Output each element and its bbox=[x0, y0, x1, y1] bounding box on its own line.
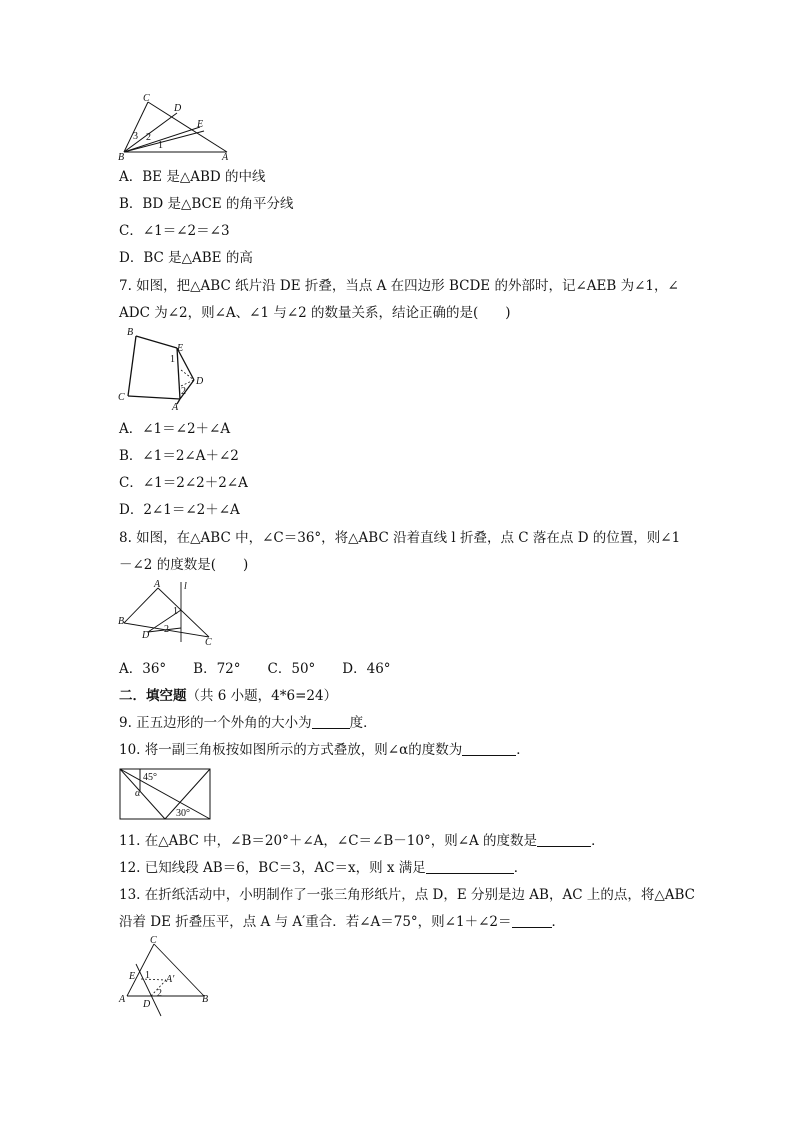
q7-option-c: C．∠1＝2∠2＋2∠A bbox=[119, 475, 248, 491]
q6-angle-1: 1 bbox=[158, 140, 163, 151]
q8-stem-line2: －∠2 的度数是( ) bbox=[119, 557, 249, 573]
q10-stem: 10. 将一副三角板按如图所示的方式叠放，则∠α的度数为 bbox=[119, 742, 463, 758]
q7-label-c: C bbox=[118, 392, 125, 403]
q8-label-b: B bbox=[118, 616, 125, 627]
q9-answer-blank[interactable] bbox=[312, 716, 350, 729]
q8-angle-1: 1 bbox=[173, 606, 178, 617]
q11-line bbox=[119, 833, 605, 849]
q6-figure bbox=[114, 92, 239, 164]
q7-label-a: A bbox=[172, 402, 179, 413]
q13-line2 bbox=[119, 914, 565, 930]
q11-answer-blank[interactable] bbox=[537, 834, 591, 847]
q7-option-b: B．∠1＝2∠A＋∠2 bbox=[119, 448, 239, 464]
q10-angle-30: 30° bbox=[176, 808, 190, 819]
q8-label-d: D bbox=[142, 630, 150, 641]
q6-angle-2: 2 bbox=[146, 132, 151, 143]
q7-stem-line1: 7. 如图，把△ABC 纸片沿 DE 折叠，当点 A 在四边形 BCDE 的外部时，记∠AEB 为∠1，∠ bbox=[119, 278, 679, 294]
q8-figure bbox=[114, 580, 214, 648]
q10-answer-blank[interactable] bbox=[462, 743, 516, 756]
q6-label-d: D bbox=[174, 103, 182, 114]
q6-label-b: B bbox=[118, 152, 125, 163]
q10-stem-end: ． bbox=[516, 742, 530, 758]
section-title: 二．填空题 bbox=[119, 688, 187, 704]
q13-label-d: D bbox=[143, 999, 151, 1010]
q13-label-a: A bbox=[119, 994, 126, 1005]
q13-answer-blank[interactable] bbox=[512, 915, 552, 928]
q12-line bbox=[119, 860, 527, 876]
q13-stem-line2: 沿着 DE 折叠压平，点 A 与 A′重合．若∠A＝75°，则∠1＋∠2＝ bbox=[119, 914, 512, 930]
q7-label-d: D bbox=[196, 376, 204, 387]
q12-stem-end: ． bbox=[513, 860, 528, 876]
q8-angle-2: 2 bbox=[164, 624, 169, 635]
q6-angle-3: 3 bbox=[133, 131, 138, 142]
q13-label-b: B bbox=[202, 994, 209, 1005]
q12-answer-blank[interactable] bbox=[426, 861, 514, 874]
q9-stem: 9. 正五边形的一个外角的大小为 bbox=[119, 715, 312, 731]
q10-figure bbox=[118, 767, 214, 823]
q6-option-d: D．BC 是△ABE 的高 bbox=[119, 250, 253, 266]
q7-label-e: E bbox=[177, 343, 184, 354]
q7-label-b: B bbox=[127, 327, 134, 338]
q8-stem-line1: 8. 如图，在△ABC 中，∠C＝36°，将△ABC 沿着直线 l 折叠，点 C 落在点 D 的位置，则∠1 bbox=[119, 530, 681, 546]
q11-stem: 11. 在△ABC 中，∠B＝20°＋∠A，∠C＝∠B－10°，则∠A 的度数是 bbox=[119, 833, 538, 849]
q7-stem-line2: ADC 为∠2，则∠A、∠1 与∠2 的数量关系，结论正确的是( ) bbox=[119, 305, 511, 321]
section-scoring: （共 6 小题，4*6=24） bbox=[186, 688, 338, 704]
q7-figure bbox=[114, 326, 214, 412]
q8-label-c: C bbox=[205, 637, 212, 648]
q6-option-c: C．∠1＝∠2＝∠3 bbox=[119, 223, 230, 239]
q11-stem-end: ． bbox=[591, 833, 605, 849]
q13-angle-1: 1 bbox=[145, 970, 150, 981]
q10-angle-45: 45° bbox=[143, 772, 157, 783]
q6-label-a: A bbox=[222, 152, 229, 163]
q13-figure bbox=[114, 934, 214, 1020]
q7-angle-2: 2 bbox=[181, 386, 186, 397]
q6-label-e: E bbox=[197, 119, 204, 130]
q7-angle-1: 1 bbox=[170, 354, 175, 365]
q12-stem: 12. 已知线段 AB＝6，BC＝3，AC＝x，则 x 满足 bbox=[119, 860, 426, 876]
q13-label-a-prime: A′ bbox=[166, 974, 175, 985]
q8-label-l: l bbox=[184, 581, 187, 592]
q9-line bbox=[119, 715, 377, 731]
q10-angle-alpha: α bbox=[135, 788, 141, 799]
q8-label-a: A bbox=[154, 579, 161, 590]
q9-stem-end: 度． bbox=[349, 715, 377, 731]
q13-stem-line1: 13. 在折纸活动中，小明制作了一张三角形纸片，点 D，E 分别是边 AB，AC 上的点，将△ABC bbox=[119, 887, 695, 903]
q13-label-e: E bbox=[129, 971, 136, 982]
q7-option-a: A．∠1＝∠2＋∠A bbox=[119, 421, 231, 437]
q10-line bbox=[119, 742, 530, 758]
section-heading bbox=[119, 688, 337, 704]
q6-option-a: A．BE 是△ABD 的中线 bbox=[119, 169, 266, 185]
q6-option-b: B．BD 是△BCE 的角平分线 bbox=[119, 196, 294, 212]
q6-label-c: C bbox=[143, 93, 150, 104]
q8-options: A．36° B．72° C．50° D．46° bbox=[119, 661, 391, 677]
q13-label-c: C bbox=[150, 935, 157, 946]
q7-option-d: D．2∠1＝∠2＋∠A bbox=[119, 502, 240, 518]
q13-stem-end: ． bbox=[551, 914, 565, 930]
q13-angle-2: 2 bbox=[157, 988, 162, 999]
